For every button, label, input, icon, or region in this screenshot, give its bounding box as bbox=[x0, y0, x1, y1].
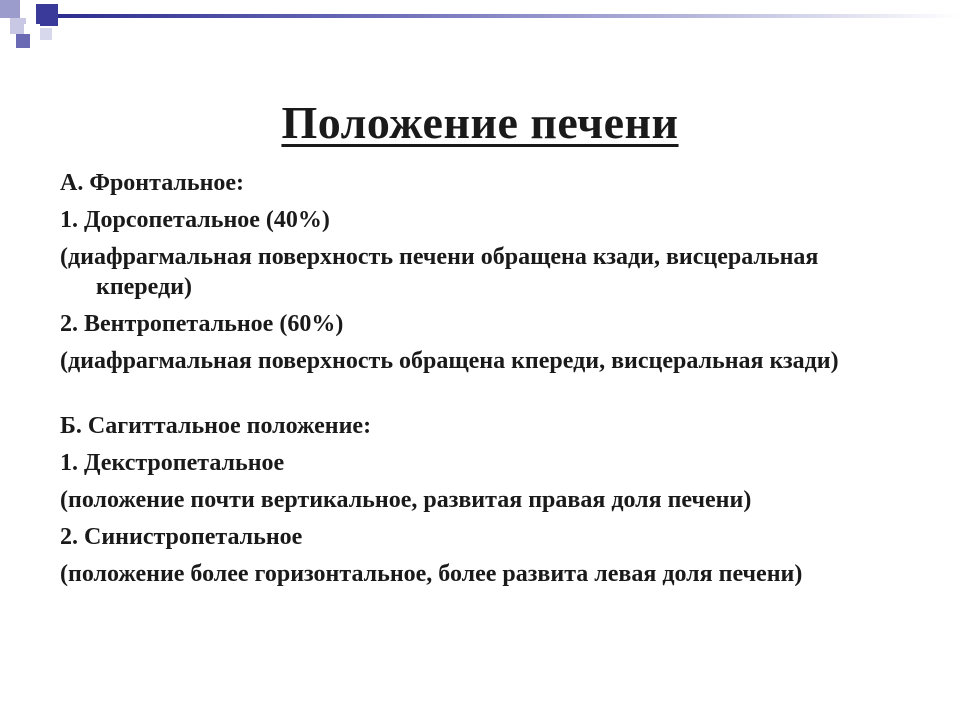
slide-body bbox=[60, 168, 920, 596]
decor-square bbox=[0, 0, 20, 18]
frontal-item-1: 1. Дорсопетальное (40%) bbox=[60, 207, 330, 233]
frontal-item-2: 2. Вентропетальное (60%) bbox=[60, 311, 344, 337]
frontal-item-1-description: (диафрагмальная поверхность печени обращена кзади, висцеральная кпереди) bbox=[60, 244, 819, 300]
header-gradient-line bbox=[58, 14, 960, 18]
slide-title: Положение печени bbox=[281, 97, 679, 148]
sagittal-item-1: 1. Декстропетальное bbox=[60, 450, 285, 476]
sagittal-item-2: 2. Синистропетальное bbox=[60, 524, 303, 550]
section-spacer bbox=[60, 383, 920, 411]
decor-square bbox=[36, 4, 58, 26]
frontal-item-2-description: (диафрагмальная поверхность обращена кпереди, висцеральная кзади) bbox=[60, 348, 839, 374]
sagittal-heading: Б. Сагиттальное положение: bbox=[60, 413, 372, 439]
sagittal-item-2-description: (положение более горизонтальное, более развита левая доля печени) bbox=[60, 561, 803, 587]
decor-square bbox=[16, 34, 30, 48]
frontal-heading: А. Фронтальное: bbox=[60, 170, 245, 196]
decor-square bbox=[40, 28, 52, 40]
sagittal-item-1-description: (положение почти вертикальное, развитая правая доля печени) bbox=[60, 487, 752, 513]
corner-decoration bbox=[0, 0, 80, 60]
